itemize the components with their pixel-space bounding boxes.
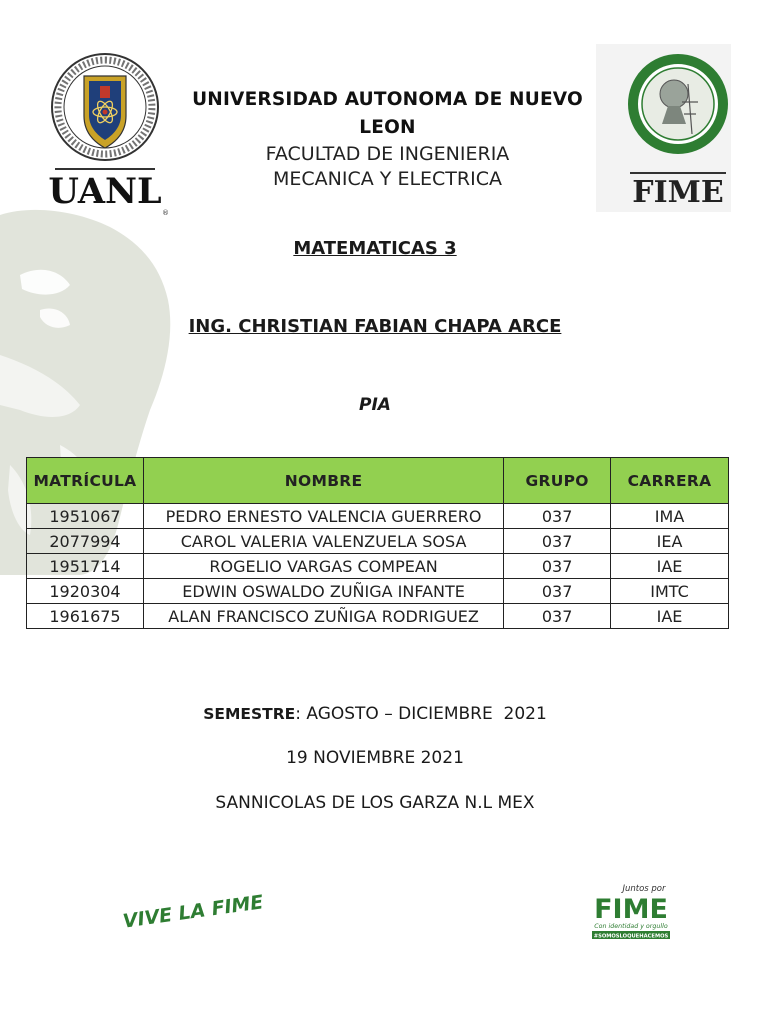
faculty-line-1: FACULTAD DE INGENIERIA <box>265 143 510 165</box>
header-grupo: GRUPO <box>504 458 611 504</box>
svg-text:FIME: FIME <box>594 894 668 925</box>
header-matricula: MATRÍCULA <box>27 458 144 504</box>
cell-grupo: 037 <box>504 554 611 579</box>
table-row <box>27 529 729 554</box>
university-name: UNIVERSIDAD AUTONOMA DE NUEVO LEON <box>192 89 583 138</box>
juntos-por-fime-logo <box>588 882 678 942</box>
uanl-wordmark: UANL <box>48 171 162 212</box>
document-location: SANNICOLAS DE LOS GARZA N.L MEX <box>215 793 535 813</box>
svg-text:Juntos por: Juntos por <box>622 884 666 894</box>
fime-logo <box>596 44 731 212</box>
cell-carrera: IMTC <box>611 579 729 604</box>
cell-grupo: 037 <box>504 604 611 629</box>
assignment-title: PIA <box>359 395 391 415</box>
table-row <box>27 604 729 629</box>
svg-text:®: ® <box>162 209 169 217</box>
cell-nombre: CAROL VALERIA VALENZUELA SOSA <box>143 529 503 554</box>
cell-nombre: EDWIN OSWALDO ZUÑIGA INFANTE <box>143 579 503 604</box>
uanl-logo <box>50 52 168 217</box>
cell-nombre: ROGELIO VARGAS COMPEAN <box>143 554 503 579</box>
course-title: MATEMATICAS 3 <box>293 238 457 259</box>
cell-carrera: IMA <box>611 504 729 529</box>
vive-la-fime-text: VIVE LA FIME <box>121 891 265 933</box>
document-date: 19 NOVIEMBRE 2021 <box>286 748 464 768</box>
cell-matricula: 1920304 <box>27 579 144 604</box>
cell-grupo: 037 <box>504 529 611 554</box>
semester-line <box>0 704 759 724</box>
cell-grupo: 037 <box>504 504 611 529</box>
cell-nombre: ALAN FRANCISCO ZUÑIGA RODRIGUEZ <box>143 604 503 629</box>
semester-colon: : <box>295 704 307 724</box>
student-roster-table <box>26 457 729 629</box>
header-carrera: CARRERA <box>611 458 729 504</box>
header-nombre: NOMBRE <box>143 458 503 504</box>
cell-matricula: 2077994 <box>27 529 144 554</box>
table-row <box>27 504 729 529</box>
faculty-line-2: MECANICA Y ELECTRICA <box>273 168 502 190</box>
table-row <box>27 554 729 579</box>
cell-carrera: IEA <box>611 529 729 554</box>
cell-matricula: 1961675 <box>27 604 144 629</box>
cell-matricula: 1951714 <box>27 554 144 579</box>
institution-header <box>175 86 600 192</box>
svg-text:Con identidad y orgullo: Con identidad y orgullo <box>594 923 668 930</box>
cell-grupo: 037 <box>504 579 611 604</box>
cell-matricula: 1951067 <box>27 504 144 529</box>
professor-name: ING. CHRISTIAN FABIAN CHAPA ARCE <box>188 316 562 337</box>
svg-text:#SOMOSLOQUEHACEMOS: #SOMOSLOQUEHACEMOS <box>593 933 669 940</box>
table-row <box>27 579 729 604</box>
fime-wordmark: FIME <box>632 175 724 210</box>
semester-value: AGOSTO – DICIEMBRE 2021 <box>306 704 547 724</box>
cell-carrera: IAE <box>611 604 729 629</box>
cell-nombre: PEDRO ERNESTO VALENCIA GUERRERO <box>143 504 503 529</box>
vive-la-fime-logo <box>118 880 265 933</box>
semester-label: SEMESTRE <box>203 705 296 723</box>
table-header-row <box>27 458 729 504</box>
cell-carrera: IAE <box>611 554 729 579</box>
